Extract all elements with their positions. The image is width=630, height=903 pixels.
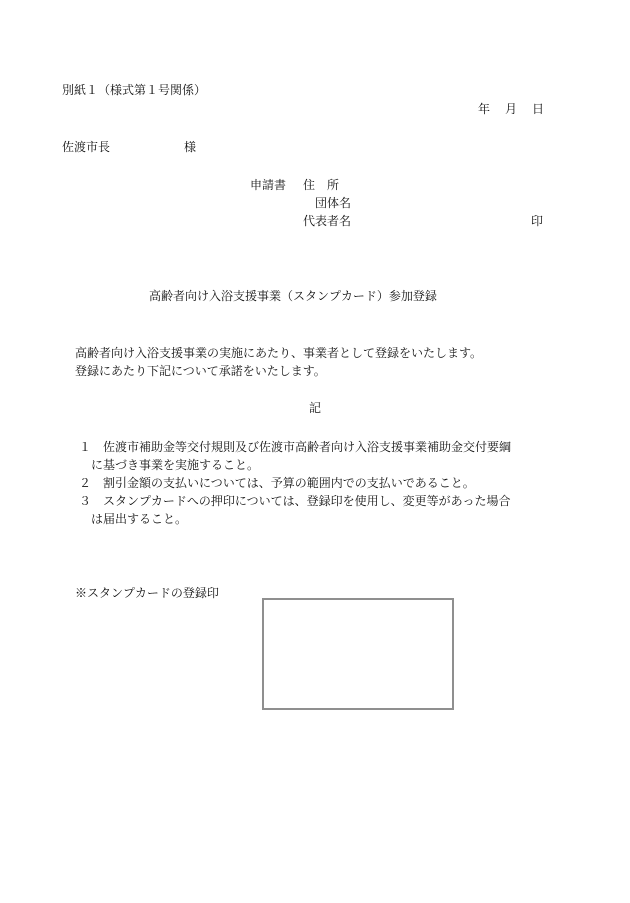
applicant-label: 申請書 <box>250 178 287 192</box>
item-number: ２ <box>79 476 92 490</box>
body-line-2: 登録にあたり下記について承諾をいたします。 <box>75 364 326 378</box>
date-month: 月 <box>505 102 518 116</box>
stamp-label: ※スタンプカードの登録印 <box>75 586 219 600</box>
body-line-1: 高齢者向け入浴支援事業の実施にあたり、事業者として登録をいたします。 <box>75 346 483 360</box>
item-text-continued: に基づき事業を実施すること。 <box>91 458 260 472</box>
item-text: スタンプカードへの押印については、登録印を使用し、変更等があった場合 <box>103 494 511 508</box>
addressee-honorific: 様 <box>184 140 197 154</box>
ki-heading: 記 <box>309 401 322 415</box>
item-text: 佐渡市補助金等交付規則及び佐渡市高齢者向け入浴支援事業補助金交付要綱 <box>103 440 512 454</box>
item-number: １ <box>79 440 92 454</box>
stamp-box <box>262 598 454 710</box>
item-number: ３ <box>79 494 92 508</box>
form-reference: 別紙１（様式第１号関係） <box>62 83 207 97</box>
item-text: 割引金額の支払いについては、予算の範囲内での支払いであること。 <box>103 476 475 490</box>
document-title: 高齢者向け入浴支援事業（スタンプカード）参加登録 <box>149 289 437 303</box>
representative-label: 代表者名 <box>303 214 352 228</box>
item-text-continued: は届出すること。 <box>91 512 188 526</box>
date-year: 年 <box>478 102 491 116</box>
seal-mark: 印 <box>531 214 544 228</box>
addressee-name: 佐渡市長 <box>62 140 111 154</box>
date-day: 日 <box>532 102 545 116</box>
organization-label: 団体名 <box>315 196 352 210</box>
address-label: 住 所 <box>303 178 340 192</box>
